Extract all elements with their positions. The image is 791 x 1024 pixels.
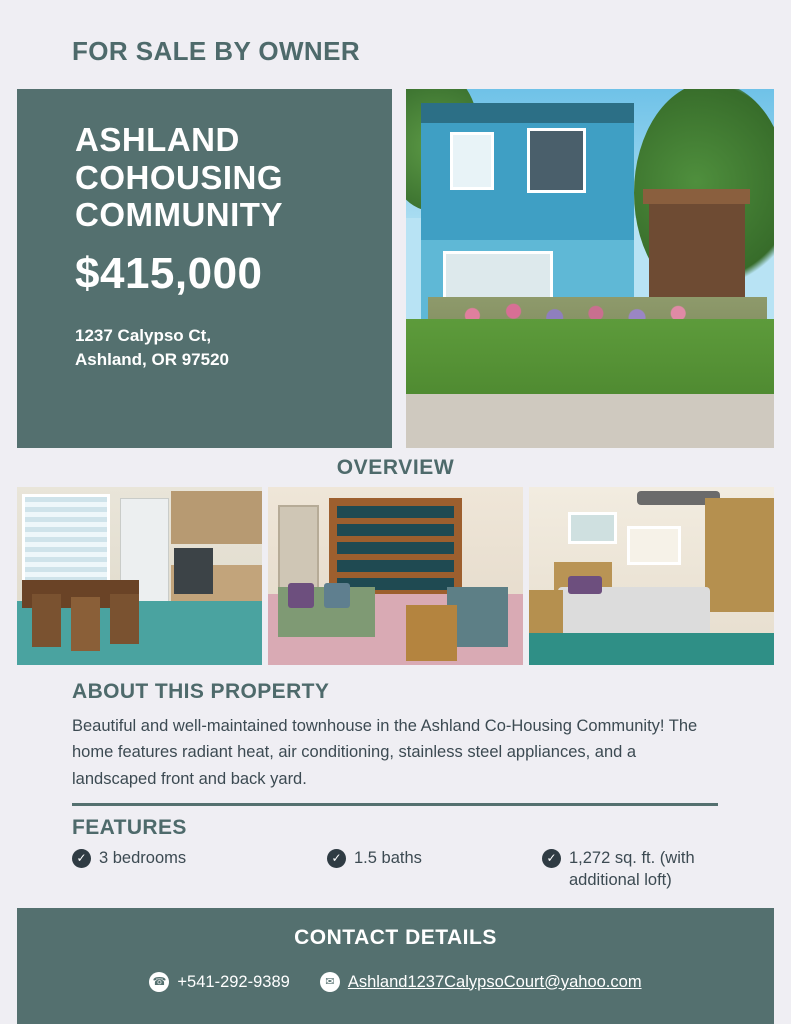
contact-email[interactable]	[320, 972, 642, 992]
about-description: Beautiful and well-maintained townhouse in the Ashland Co-Housing Community! The home features radiant heat, air conditioning, stainless steel appliances, and a landscaped front and back yard.	[72, 717, 698, 788]
phone-icon: ☎	[149, 972, 169, 992]
hero-info-panel	[17, 89, 392, 448]
contact-section-title: CONTACT DETAILS	[294, 926, 497, 949]
address-line-2: Ashland, OR 97520	[75, 350, 230, 370]
feature-label: 1.5 baths	[354, 849, 422, 867]
phone-number: +541-292-9389	[177, 972, 290, 991]
contact-phone[interactable]	[149, 972, 289, 992]
features-section-title: FEATURES	[72, 816, 187, 839]
contact-details-panel	[17, 908, 774, 1024]
about-section-title: ABOUT THIS PROPERTY	[72, 680, 330, 703]
contact-row	[17, 972, 774, 992]
page-title: FOR SALE BY OWNER	[72, 36, 361, 66]
overview-photo-bedroom	[529, 487, 774, 665]
envelope-icon: ✉	[320, 972, 340, 992]
features-list	[72, 847, 722, 892]
property-address	[75, 324, 366, 373]
property-price: $415,000	[75, 248, 263, 298]
overview-photo-living-room	[268, 487, 523, 665]
email-address: Ashland1237CalypsoCourt@yahoo.com	[347, 972, 642, 991]
property-name: ASHLAND COHOUSING COMMUNITY	[75, 121, 284, 234]
hero-exterior-photo	[406, 89, 774, 448]
feature-label: 3 bedrooms	[99, 849, 187, 867]
overview-photo-kitchen	[17, 487, 262, 665]
check-circle-icon: ✓	[327, 849, 346, 868]
feature-item	[72, 847, 327, 892]
check-circle-icon: ✓	[542, 849, 561, 868]
overview-section-title: OVERVIEW	[336, 456, 455, 479]
feature-label: 1,272 sq. ft. (with additional loft)	[569, 849, 695, 890]
address-line-1: 1237 Calypso Ct,	[75, 325, 212, 345]
feature-item	[542, 847, 722, 892]
section-divider	[72, 803, 718, 806]
feature-item	[327, 847, 542, 892]
check-circle-icon: ✓	[72, 849, 91, 868]
